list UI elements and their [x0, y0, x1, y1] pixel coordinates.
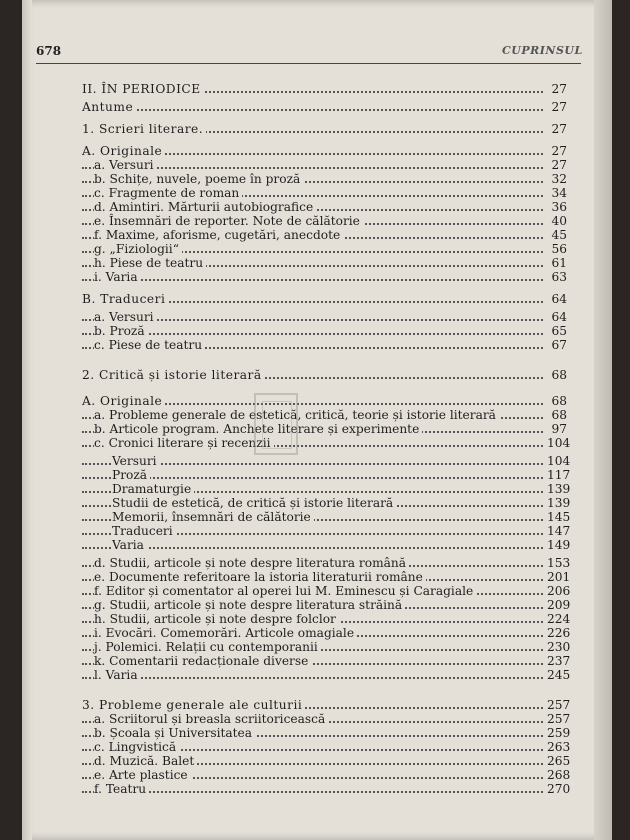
toc-entry: Studii de estetică, de critică și istorie literară 139 — [82, 496, 567, 510]
toc-entry: Proză 117 — [82, 468, 567, 482]
toc-entry: e. Însemnări de reporter. Note de călătorie 40 — [82, 214, 567, 228]
toc-entry: b. Proză 65 — [82, 324, 567, 338]
toc-entry: d. Amintiri. Mărturii autobiografice 36 — [82, 200, 567, 214]
toc-entry-probleme-culturii: 3. Probleme generale ale culturii 257 — [82, 698, 571, 712]
toc-entry: f. Maxime, aforisme, cugetări, anecdote 45 — [82, 228, 567, 242]
toc-entry-traduceri: B. Traduceri 64 — [82, 292, 567, 306]
toc-entry: d. Studii, articole și note despre literatura română 153 — [82, 556, 567, 570]
toc-entry: e. Arte plastice 268 — [82, 768, 567, 782]
toc-entry: h. Piese de teatru 61 — [82, 256, 567, 270]
toc-entry-scrieri-literare: 1. Scrieri literare. 27 — [82, 122, 567, 136]
toc-entry: a. Versuri 64 — [82, 310, 567, 324]
toc-entry: g. Studii, articole și note despre literatura străină 209 — [82, 598, 567, 612]
toc-entry: a. Versuri 27 — [82, 158, 567, 172]
toc-entry: i. Varia 63 — [82, 270, 567, 284]
toc-entry: f. Editor și comentator al operei lui M. Eminescu și Caragiale 206 — [82, 584, 567, 598]
toc-entry-critica-istorie: 2. Critică și istorie literară 68 — [82, 368, 567, 382]
toc-entry-ii-in-periodice: II. ÎN PERIODICE 27 — [82, 82, 567, 96]
toc-entry: l. Varia 245 — [82, 668, 567, 682]
toc-entry-originale-2: A. Originale 68 — [82, 394, 567, 408]
toc-entry: b. Articole program. Anchete literare și experimente 97 — [82, 422, 567, 436]
page-edge — [594, 0, 612, 840]
page-gutter-shadow — [22, 0, 32, 840]
toc-entry: h. Studii, articole și note despre folclor 224 — [82, 612, 567, 626]
running-title: CUPRINSUL — [502, 44, 583, 57]
toc-entry: c. Fragmente de roman 34 — [82, 186, 567, 200]
toc-entry: Memorii, însemnări de călătorie 145 — [82, 510, 567, 524]
toc-entry: b. Schițe, nuvele, poeme în proză 32 — [82, 172, 567, 186]
page-number: 678 — [36, 44, 62, 58]
toc-entry: d. Muzică. Balet 265 — [82, 754, 567, 768]
toc-entry: g. „Fiziologii“ 56 — [82, 242, 567, 256]
toc-entry: c. Lingvistică 263 — [82, 740, 567, 754]
watermark-stamp — [254, 393, 298, 455]
toc-entry: j. Polemici. Relații cu contemporanii 230 — [82, 640, 567, 654]
toc-entry: Varia 149 — [82, 538, 567, 552]
toc-entry: a. Probleme generale de estetică, critică, teorie și istorie literară 68 — [82, 408, 567, 422]
table-of-contents — [82, 82, 571, 796]
toc-entry: Versuri 104 — [82, 454, 567, 468]
toc-entry: e. Documente referitoare la istoria literaturii române 201 — [82, 570, 567, 584]
toc-entry-antume: Antume 27 — [82, 100, 567, 114]
toc-entry: i. Evocări. Comemorări. Articole omagiale 226 — [82, 626, 567, 640]
toc-entry: Traduceri 147 — [82, 524, 567, 538]
header-rule — [36, 63, 581, 64]
toc-entry: f. Teatru 270 — [82, 782, 567, 796]
toc-entry: c. Cronici literare și recenzii 104 — [82, 436, 567, 450]
toc-entry: k. Comentarii redacționale diverse 237 — [82, 654, 567, 668]
toc-entry: c. Piese de teatru 67 — [82, 338, 567, 352]
book-page — [22, 0, 612, 840]
toc-entry: a. Scriitorul și breasla scriitoricească 257 — [82, 712, 567, 726]
toc-entry: b. Școala și Universitatea 259 — [82, 726, 567, 740]
toc-entry: Dramaturgie 139 — [82, 482, 567, 496]
toc-entry-originale: A. Originale 27 — [82, 144, 567, 158]
